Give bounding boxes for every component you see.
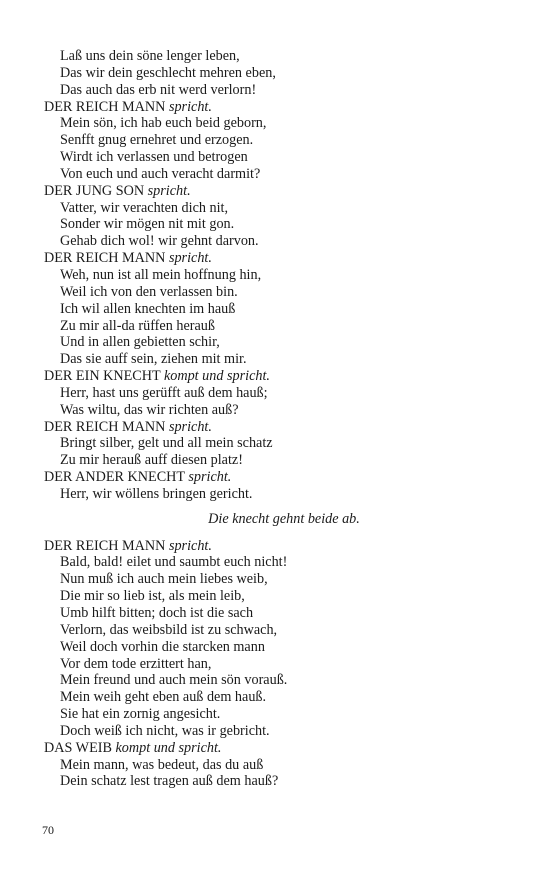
verse-line: Gehab dich wol! wir gehnt darvon. [60,233,259,250]
verse-line: Die mir so lieb ist, als mein leib, [60,588,245,605]
speaker-heading [44,183,524,200]
verse-line: Herr, wir wöllens bringen gericht. [60,485,253,502]
speaker-heading [44,99,524,116]
verse-line: Umb hilft bitten; doch ist die sach [60,605,254,621]
verse-line: Von euch und auch veracht darmit? [60,165,261,182]
stage-cue: spricht. [188,469,232,486]
verse-line: Sonder wir mögen nit mit gon. [60,216,235,233]
stage-cue: kompt und spricht. [115,739,222,756]
speaker-heading [44,419,524,436]
speaker-heading [44,538,524,555]
verse-line: Weil ich von den verlassen bin. [60,283,238,300]
stage-cue: spricht. [147,182,191,199]
speaker-heading [44,469,524,486]
verse-line: Wirdt ich verlassen und betrogen [60,149,248,166]
stage-cue: spricht. [168,250,212,267]
verse-line: Das wir dein geschlecht mehren eben, [60,64,276,81]
verse-line: Vor dem tode erzittert han, [60,655,212,672]
verse-line: Mein mann, was bedeut, das du auß [60,756,264,773]
speaker-name: DER ANDER KNECHT [44,469,185,486]
verse-line: Doch weiß ich nicht, was ir gebricht. [60,722,270,739]
verse-line: Mein sön, ich hab euch beid geborn, [60,115,267,132]
verse-line: Mein freund und auch mein sön vorauß. [60,672,288,689]
verse-line: Ich wil allen knechten im hauß [60,300,236,317]
play-text [44,48,524,790]
stage-cue: kompt und spricht. [163,368,270,385]
speaker-name: DER REICH MANN [44,98,166,115]
verse-line: Nun muß ich auch mein liebes weib, [60,571,268,588]
speaker-heading [44,368,524,385]
speaker-name: DER REICH MANN [44,537,166,554]
speaker-heading [44,250,524,267]
verse-line: Verlorn, das weibsbild ist zu schwach, [60,621,278,638]
verse-line: Weil doch vorhin die starcken mann [60,638,265,655]
verse-line: Das auch das erb nit werd verlorn! [60,81,257,98]
speaker-name: DER EIN KNECHT [44,368,161,385]
speaker-heading [44,740,524,757]
stage-cue: spricht. [168,418,212,435]
verse-line: Senfft gnug ernehret und erzogen. [60,132,254,149]
verse-line: Bringt silber, gelt und all mein schatz [60,435,273,452]
stage-direction: Die knecht gehnt beide ab. [208,510,360,527]
verse-line: Zu mir all-da rüffen herauß [60,317,215,334]
verse-line: Vatter, wir verachten dich nit, [60,199,229,216]
verse-line: Sie hat ein zornig angesicht. [60,706,221,723]
verse-line: Bald, bald! eilet und saumbt euch nicht! [60,554,288,571]
verse-line: Das sie auff sein, ziehen mit mir. [60,351,247,368]
verse-line: Und in allen gebietten schir, [60,334,220,351]
verse-line: Zu mir herauß auff diesen platz! [60,452,243,469]
verse-line: Was wiltu, das wir richten auß? [60,401,239,418]
stage-cue: spricht. [168,537,212,554]
speaker-name: DER JUNG SON [44,182,145,199]
verse-line: Herr, hast uns gerüfft auß dem hauß; [60,384,268,401]
verse-line: Dein schatz lest tragen auß dem hauß? [60,773,279,790]
verse-line: Mein weih geht eben auß dem hauß. [60,689,267,706]
speaker-name: DER REICH MANN [44,418,166,435]
speaker-name: DAS WEIB [44,739,112,756]
speaker-name: DER REICH MANN [44,250,166,267]
verse-line: Weh, nun ist all mein hoffnung hin, [60,266,262,283]
page-number: 70 [42,823,54,837]
verse-line: Laß uns dein söne lenger leben, [60,48,240,64]
stage-cue: spricht. [168,98,212,115]
